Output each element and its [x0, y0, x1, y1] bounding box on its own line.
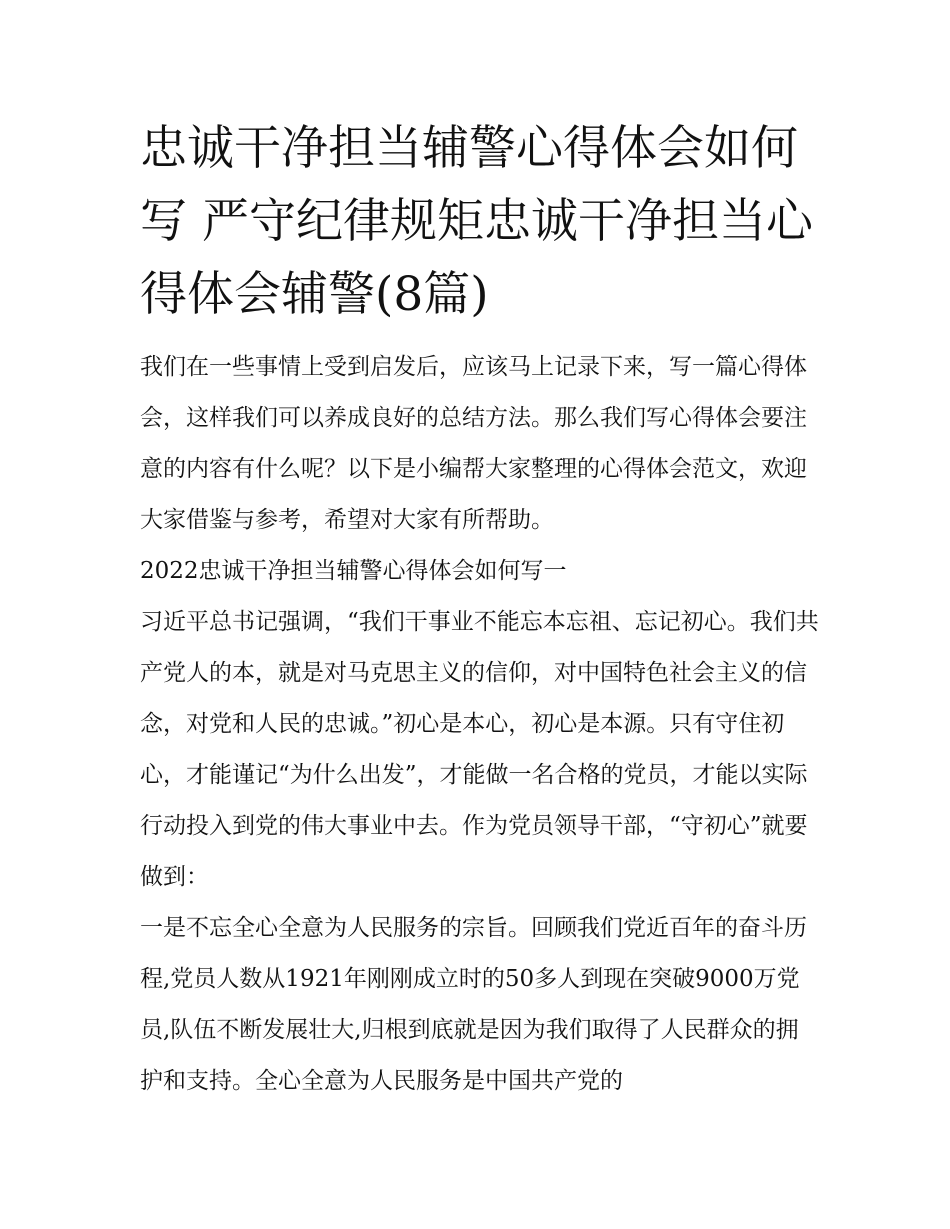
body-paragraph: 一是不忘全心全意为人民服务的宗旨。回顾我们党近百年的奋斗历程,党员人数从1921年刚刚成立时的50多人到现在突破9000万党员,队伍不断发展壮大,归根到底就是因为我们取得了人民群众的拥护和支持。全心全意为人民服务是中国共产党的 — [140, 915, 807, 1094]
body-paragraph: 习近平总书记强调，“我们干事业不能忘本忘祖、忘记初心。我们共产党人的本，就是对马克思主义的信仰，对中国特色社会主义的信念，对党和人民的忠诚。”初心是本心，初心是本源。只有守住初心，才能谨记“为什么出发”，才能做一名合格的党员，才能以实际行动投入到党的伟大事业中去。作为党员领导干部，“守初心”就要做到： — [140, 609, 819, 890]
document-body — [140, 112, 820, 1107]
document-title: 忠诚干净担当辅警心得体会如何写 严守纪律规矩忠诚干净担当心得体会辅警(8篇) — [140, 121, 813, 322]
section-heading: 2022忠诚干净担当辅警心得体会如何写一 — [140, 558, 567, 584]
intro-paragraph: 我们在一些事情上受到启发后，应该马上记录下来，写一篇心得体会，这样我们可以养成良好的总结方法。那么我们写心得体会要注意的内容有什么呢？以下是小编帮大家整理的心得体会范文，欢迎大家借鉴与参考，希望对大家有所帮助。 — [140, 354, 807, 533]
